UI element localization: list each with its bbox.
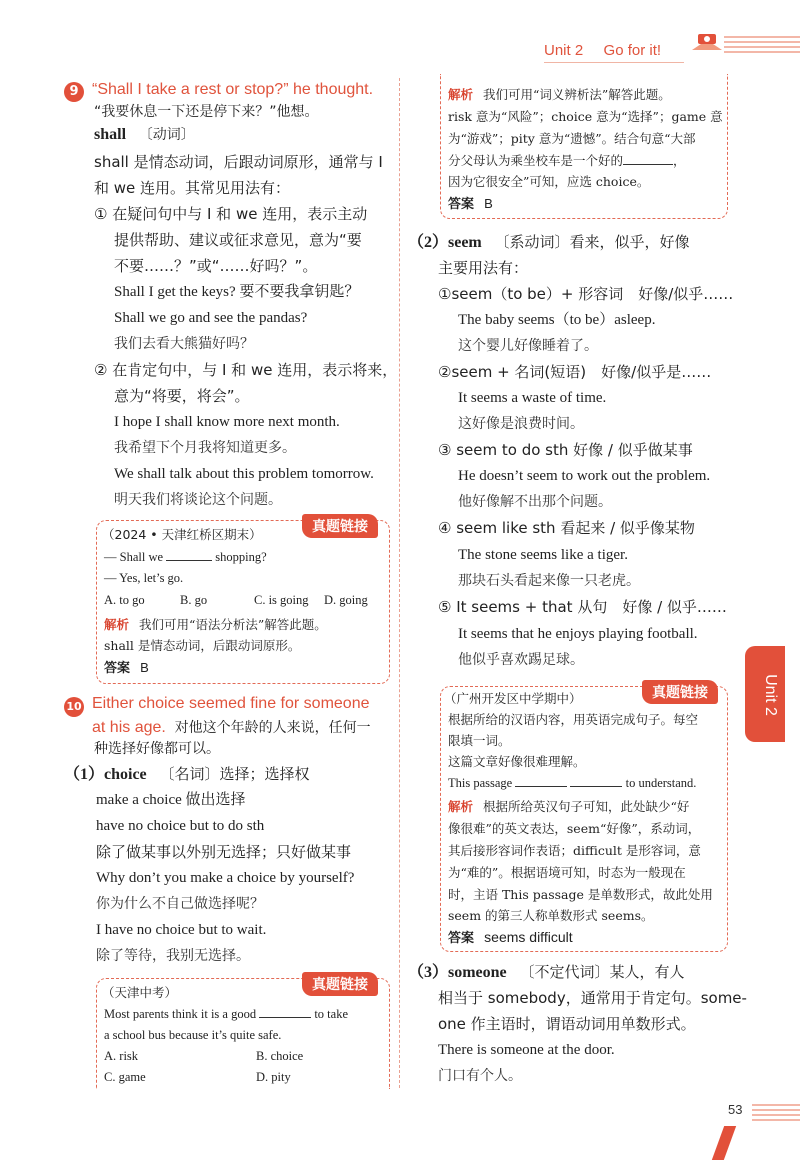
box3-q-start: This passage xyxy=(448,776,513,790)
item-number-9: 9 xyxy=(64,82,84,102)
box2-answer-value: B xyxy=(484,196,493,211)
box1-analysis-2: shall 是情态动词，后跟动词原形。 xyxy=(104,638,301,653)
seem-use-4: ④ seem like sth 看起来 / 似乎像某物 xyxy=(438,519,695,537)
box2-analysis-text-1: 我们可用“词义辨析法”解答此题。 xyxy=(483,87,671,102)
choice-phrase-2: have no choice but to do sth xyxy=(96,818,265,834)
shall-example-3: I hope I shall know more next month. xyxy=(114,414,340,430)
box3-answer-value: seems difficult xyxy=(484,929,573,945)
seem-head-line xyxy=(408,232,690,253)
someone-head-line xyxy=(408,962,684,983)
box3-analysis-4: 为“难的”。根据语境可知，时态为一般现在 xyxy=(448,865,686,880)
box3-answer xyxy=(448,928,573,948)
box3-instruction-1: 根据所给的汉语内容，用英语完成句子。每空 xyxy=(448,712,699,727)
box1-answer-label: 答案 xyxy=(104,661,131,676)
seem-use-1-zh: 这个婴儿好像睡着了。 xyxy=(458,338,598,354)
someone-example: There is someone at the door. xyxy=(438,1042,615,1058)
shall-use1-a: ① 在疑问句中与 I 和 we 连用，表示主动 xyxy=(94,205,368,223)
choice-phrase-2-zh: 除了做某事以外别无选择；只好做某事 xyxy=(96,843,352,861)
box2-question-2: a school bus because it’s quite safe. xyxy=(104,1028,282,1042)
seem-intro: 主要用法有： xyxy=(438,259,529,277)
box2-analysis-3: 为“游戏”；pity 意为“遗憾”。结合句意“大部 xyxy=(448,131,696,146)
choice-head-line xyxy=(64,764,309,785)
box2-option-c: C. game xyxy=(104,1070,146,1084)
column-divider xyxy=(399,78,400,1088)
box3-analysis-label: 解析 xyxy=(448,799,474,814)
box3-blank-2 xyxy=(570,774,622,787)
seem-use-4-zh: 那块石头看起来像一只老虎。 xyxy=(458,573,640,589)
shall-word: shall xyxy=(94,126,127,143)
someone-desc-2: one 作主语时，谓语动词用单数形式。 xyxy=(438,1015,696,1033)
shall-use2-a: ② 在肯定句中，与 I 和 we 连用，表示将来， xyxy=(94,361,398,379)
item10-sentence-2: at his age. xyxy=(92,719,166,736)
footer-corner xyxy=(712,1126,736,1160)
choice-example-2-zh: 除了等待，我别无选择。 xyxy=(96,948,250,964)
box2-answer-label: 答案 xyxy=(448,197,475,212)
someone-example-zh: 门口有个人。 xyxy=(438,1068,522,1084)
choice-example-2: I have no choice but to wait. xyxy=(96,922,267,938)
box3-blank-1 xyxy=(515,774,567,787)
box2-source: （天津中考） xyxy=(102,985,178,1000)
header-unit: Unit 2 xyxy=(544,42,584,59)
exam-link-tag-1: 真题链接 xyxy=(302,514,378,538)
someone-desc-1: 相当于 somebody，通常用于肯定句。some- xyxy=(438,989,747,1007)
someone-head: （3）someone xyxy=(408,964,507,981)
box3-q-end: to understand. xyxy=(625,776,697,790)
item10-translation-a: 对他这个年龄的人来说，任何一 xyxy=(174,720,371,736)
box3-answer-label: 答案 xyxy=(448,931,475,946)
choice-example-1-zh: 你为什么不自己做选择呢？ xyxy=(96,896,264,912)
seem-use-3-example: He doesn’t seem to work out the problem. xyxy=(458,468,711,484)
box1-answer xyxy=(104,659,149,678)
box3-chinese: 这篇文章好像很难理解。 xyxy=(448,754,586,769)
choice-phrase-1: make a choice 做出选择 xyxy=(96,792,246,808)
item10-sentence-2-line xyxy=(92,717,371,738)
shall-use2-b: 意为“将要，将会”。 xyxy=(114,387,250,405)
box1-option-b: B. go xyxy=(180,593,208,607)
box1-option-a: A. to go xyxy=(104,593,145,607)
box2-option-a: A. risk xyxy=(104,1049,139,1063)
box1-analysis-1 xyxy=(104,616,327,634)
box2-option-b: B. choice xyxy=(256,1049,304,1063)
shall-example-1: Shall I get the keys? 要不要我拿钥匙？ xyxy=(114,284,360,300)
seem-pos: 〔系动词〕看来，似乎，好像 xyxy=(494,233,690,251)
header-book-icon xyxy=(690,30,724,54)
box2-q1-end: to take xyxy=(314,1007,348,1021)
seem-use-5: ⑤ It seems + that 从句 好像 / 似乎…… xyxy=(438,598,727,616)
box2-question-1 xyxy=(104,1005,348,1023)
shall-desc-2: 和 we 连用。其常见用法有： xyxy=(94,179,291,197)
box1-blank xyxy=(166,548,212,561)
shall-example-4-zh: 明天我们将谈论这个问题。 xyxy=(114,492,282,508)
item-number-10: 10 xyxy=(64,697,84,717)
shall-desc-1: shall 是情态动词，后跟动词原形，通常与 I xyxy=(94,153,383,171)
box1-q1-start: — Shall we xyxy=(104,550,164,564)
box1-analysis-label: 解析 xyxy=(104,617,130,632)
box1-option-d: D. going xyxy=(324,593,368,607)
choice-example-1: Why don’t you make a choice by yourself? xyxy=(96,870,355,886)
shall-example-2: Shall we go and see the pandas? xyxy=(114,310,308,326)
shall-pos: 〔动词〕 xyxy=(138,127,195,143)
box2-q1-start: Most parents think it is a good xyxy=(104,1007,257,1021)
seem-use-1-example: The baby seems（to be）asleep. xyxy=(458,312,656,328)
shall-example-3-zh: 我希望下个月我将知道更多。 xyxy=(114,440,296,456)
box2-option-d: D. pity xyxy=(256,1070,291,1084)
box3-instruction-2: 限填一词。 xyxy=(448,733,511,748)
shall-example-2-zh: 我们去看大熊猫好吗？ xyxy=(114,336,254,352)
side-tab xyxy=(745,646,785,742)
someone-pos: 〔不定代词〕某人，有人 xyxy=(519,963,685,981)
box1-q1-end: shopping? xyxy=(215,550,267,564)
item9-sentence: “Shall I take a rest or stop?” he thought. xyxy=(92,81,374,98)
item10-translation-b: 种选择好像都可以。 xyxy=(94,741,220,757)
box3-question xyxy=(448,774,696,792)
seem-use-5-zh: 他似乎喜欢踢足球。 xyxy=(458,652,584,668)
seem-use-3: ③ seem to do sth 好像 / 似乎做某事 xyxy=(438,441,693,459)
header-rule xyxy=(544,62,684,63)
seem-use-1: ①seem（to be）+ 形容词 好像/似乎…… xyxy=(438,285,734,303)
exam-link-tag-3: 真题链接 xyxy=(642,680,718,704)
box2-answer xyxy=(448,195,493,214)
box3-analysis-1 xyxy=(448,798,689,816)
seem-use-2-zh: 这好像是浪费时间。 xyxy=(458,416,584,432)
shall-head xyxy=(94,124,195,145)
box2-analysis-5: 因为它很安全”可知，应选 choice。 xyxy=(448,174,650,189)
box2-analysis-2: risk 意为“风险”；choice 意为“选择”；game 意 xyxy=(448,109,723,124)
box2-analysis-4: 分父母认为乘坐校车是一个好的 ， xyxy=(448,153,686,168)
seem-use-3-zh: 他好像解不出那个问题。 xyxy=(458,494,612,510)
box2-blank xyxy=(259,1005,311,1018)
header-stripes xyxy=(724,36,800,56)
shall-example-4: We shall talk about this problem tomorrow. xyxy=(114,466,374,482)
box2-analysis-1 xyxy=(448,86,671,104)
box2-analysis-text-4: 分父母认为乘坐校车是一个好的 xyxy=(448,153,624,168)
shall-use1-c: 不要……？”或“……好吗？”。 xyxy=(114,257,318,275)
choice-pos: 〔名词〕选择；选择权 xyxy=(159,765,310,783)
shall-use1-b: 提供帮助、建议或征求意见，意为“要 xyxy=(114,231,362,249)
box1-source: （2024 • 天津红桥区期末） xyxy=(102,527,262,542)
box3-analysis-text-1: 根据所给英汉句子可知，此处缺少“好 xyxy=(483,799,690,814)
box1-answer-value: B xyxy=(140,660,149,675)
seem-use-5-example: It seems that he enjoys playing football. xyxy=(458,626,698,642)
item10-sentence-1: Either choice seemed fine for someone xyxy=(92,695,370,712)
seem-use-2: ②seem + 名词(短语) 好像/似乎是…… xyxy=(438,363,712,381)
header-title: Go for it! xyxy=(603,42,662,59)
box1-analysis-text-1: 我们可用“语法分析法”解答此题。 xyxy=(139,617,327,632)
box1-question-2: — Yes, let’s go. xyxy=(104,571,184,585)
box2-analysis-label: 解析 xyxy=(448,87,474,102)
side-tab-label: Unit 2 xyxy=(761,674,779,716)
box3-analysis-6: seem 的第三人称单数形式 seems。 xyxy=(448,908,654,923)
seem-head: （2）seem xyxy=(408,234,482,251)
box3-analysis-5: 时，主语 This passage 是单数形式，故此处用 xyxy=(448,887,713,902)
seem-use-2-example: It seems a waste of time. xyxy=(458,390,607,406)
footer-stripes xyxy=(752,1104,800,1122)
box2-analysis-blank xyxy=(623,152,673,165)
box3-analysis-3: 其后接形容词作表语；difficult 是形容词，意 xyxy=(448,843,701,858)
box3-analysis-2: 像很难”的英文表达，seem“好像”，系动词， xyxy=(448,821,701,836)
box3-source: （广州开发区中学期中） xyxy=(444,691,582,706)
choice-head: （1）choice xyxy=(64,766,147,783)
exam-link-tag-2: 真题链接 xyxy=(302,972,378,996)
page-number: 53 xyxy=(728,1102,743,1117)
item9-translation: “我要休息一下还是停下来？”他想。 xyxy=(94,104,319,120)
box1-question-1 xyxy=(104,548,267,566)
header-unit-title xyxy=(544,42,661,59)
box1-option-c: C. is going xyxy=(254,593,309,607)
seem-use-4-example: The stone seems like a tiger. xyxy=(458,547,628,563)
